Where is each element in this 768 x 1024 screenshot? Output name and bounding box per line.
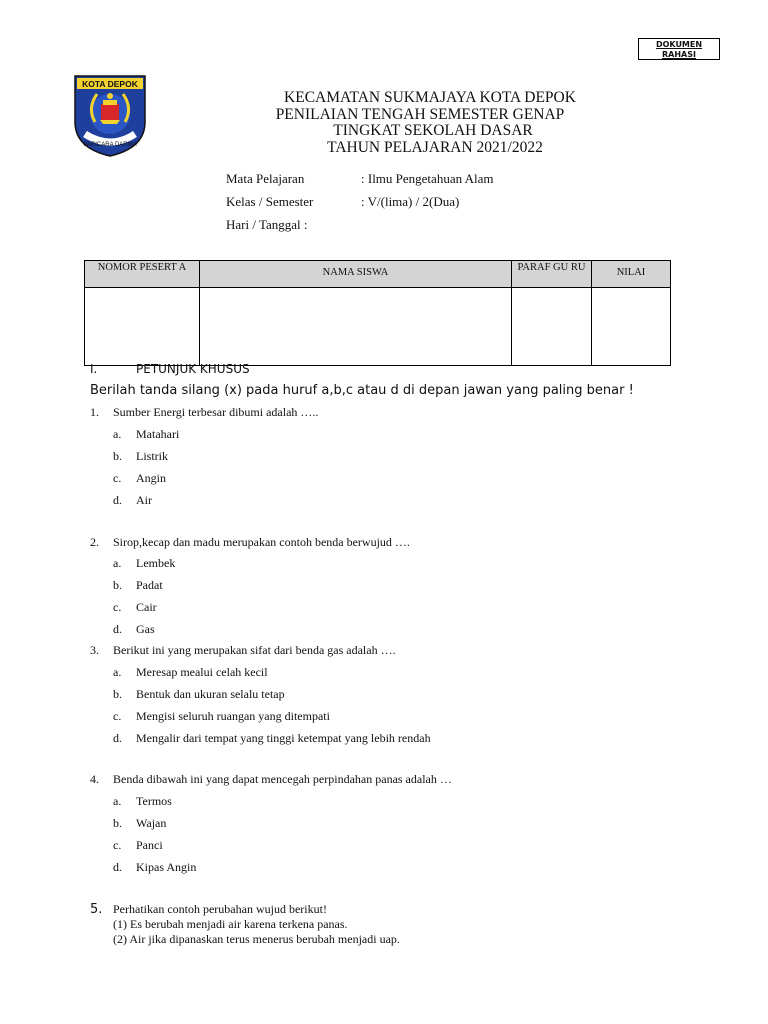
- student-identity-table: [84, 260, 671, 366]
- option-letter: a.: [113, 665, 122, 679]
- option-text: Mengalir dari tempat yang tinggi ketempat yang lebih rendah: [136, 731, 431, 745]
- option-letter: c.: [113, 471, 122, 485]
- question-text: Benda dibawah ini yang dapat mencegah perpindahan panas adalah …: [113, 772, 452, 786]
- option-text: Cair: [136, 600, 157, 614]
- option-letter: c.: [113, 709, 122, 723]
- question-number: 4.: [90, 772, 99, 786]
- option-text: Wajan: [136, 816, 167, 830]
- option-letter: c.: [113, 600, 122, 614]
- option-text: Panci: [136, 838, 163, 852]
- option-text: Air: [136, 493, 152, 507]
- option-text: Meresap mealui celah kecil: [136, 665, 268, 679]
- class-semester-value: : V/(lima) / 2(Dua): [361, 194, 460, 209]
- option-letter: b.: [113, 578, 122, 592]
- participant-number-cell[interactable]: [85, 288, 200, 366]
- question-text: Berikut ini yang merupakan sifat dari benda gas adalah ….: [113, 643, 396, 657]
- option-text: Gas: [136, 622, 155, 636]
- option-text: Bentuk dan ukuran selalu tetap: [136, 687, 285, 701]
- option-text: Termos: [136, 794, 172, 808]
- question-number: 5.: [90, 902, 103, 917]
- table-header-row: [85, 261, 671, 288]
- logo-title-text: KOTA DEPOK: [82, 79, 138, 89]
- option-text: Lembek: [136, 556, 176, 570]
- section-title: PETUNJUK KHUSUS: [136, 362, 250, 376]
- option-letter: a.: [113, 556, 122, 570]
- heading-line-1: KECAMATAN SUKMAJAYA KOTA DEPOK: [284, 89, 576, 106]
- question-number: 1.: [90, 405, 99, 419]
- table-entry-row: [85, 288, 671, 366]
- participant-number-header: NOMOR PESERT A: [85, 261, 200, 288]
- option-letter: d.: [113, 493, 122, 507]
- option-text: Matahari: [136, 427, 180, 441]
- option-text: Kipas Angin: [136, 860, 197, 874]
- student-name-cell[interactable]: [200, 288, 512, 366]
- option-text: Angin: [136, 471, 166, 485]
- score-header: NILAI: [592, 261, 671, 288]
- class-semester-label: Kelas / Semester: [226, 194, 314, 209]
- option-letter: d.: [113, 860, 122, 874]
- question-number: 3.: [90, 643, 99, 657]
- option-letter: d.: [113, 731, 122, 745]
- option-letter: b.: [113, 687, 122, 701]
- option-text: Listrik: [136, 449, 168, 463]
- heading-line-3: TINGKAT SEKOLAH DASAR: [333, 122, 533, 139]
- instruction-text: Berilah tanda silang (x) pada huruf a,b,c atau d di depan jawan yang paling benar !: [90, 383, 634, 398]
- option-letter: a.: [113, 427, 122, 441]
- option-letter: d.: [113, 622, 122, 636]
- teacher-signature-header: PARAF GU RU: [512, 261, 592, 288]
- teacher-signature-cell[interactable]: [512, 288, 592, 366]
- heading-line-2: PENILAIAN TENGAH SEMESTER GENAP: [275, 106, 565, 123]
- document-label: [638, 38, 720, 60]
- subject-label: Mata Pelajaran: [226, 171, 305, 186]
- option-text: Mengisi seluruh ruangan yang ditempati: [136, 709, 330, 723]
- option-letter: a.: [113, 794, 122, 808]
- statement-2: (2) Air jika dipanaskan terus menerus berubah menjadi uap.: [113, 932, 400, 946]
- statement-1: (1) Es berubah menjadi air karena terkena panas.: [113, 917, 348, 931]
- option-letter: b.: [113, 816, 122, 830]
- score-cell[interactable]: [592, 288, 671, 366]
- question-text: Perhatikan contoh perubahan wujud berikut!: [113, 902, 327, 916]
- logo-motto-text: PARICARA DARMA: [83, 142, 137, 148]
- option-text: Padat: [136, 578, 163, 592]
- question-text: Sirop,kecap dan madu merupakan contoh benda berwujud ….: [113, 535, 410, 549]
- option-letter: b.: [113, 449, 122, 463]
- day-date-label: Hari / Tanggal :: [226, 217, 308, 232]
- question-number: 2.: [90, 535, 99, 549]
- question-text: Sumber Energi terbesar dibumi adalah …..: [113, 405, 319, 419]
- kota-depok-logo: [73, 74, 147, 158]
- kota-depok-emblem-icon: [73, 74, 147, 158]
- section-number: I.: [90, 362, 98, 376]
- heading-line-4: TAHUN PELAJARAN 2021/2022: [327, 139, 543, 156]
- document-label-line1: DOKUMEN: [655, 40, 703, 49]
- document-label-line2: RAHASI: [662, 50, 696, 59]
- student-name-header: NAMA SISWA: [200, 261, 512, 288]
- option-letter: c.: [113, 838, 122, 852]
- subject-value: : Ilmu Pengetahuan Alam: [361, 171, 494, 186]
